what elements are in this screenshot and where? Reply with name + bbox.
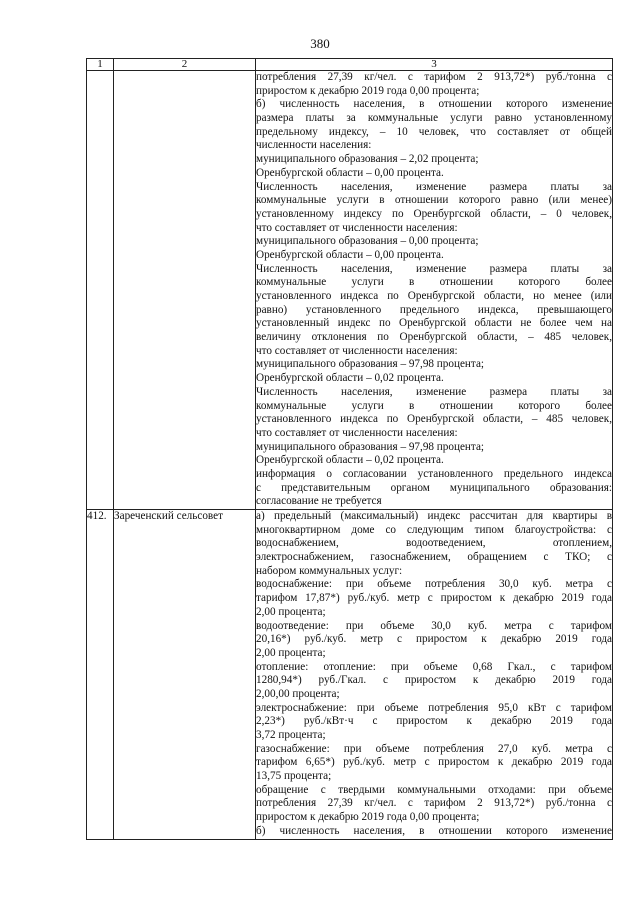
document-table xyxy=(86,58,613,840)
text-line: тарифом 6,65*) руб./куб. метр с приростом к декабрю 2019 года xyxy=(256,756,612,769)
municipality-name-cell: Зареченский сельсовет xyxy=(114,510,256,840)
text-line: водоснабжением, водоотведением, отоплением, xyxy=(256,537,612,550)
text-line: численности населения: xyxy=(256,139,372,152)
text-line: потребления 27,39 кг/чел. с тарифом 2 913,72*) руб./тонна с xyxy=(256,71,612,83)
text-line: размера платы за коммунальные услуги равно установленному xyxy=(256,112,612,125)
row-number-cell: 412. xyxy=(87,510,114,840)
header-col-1: 1 xyxy=(87,59,114,71)
text-line: 2,00 процента; xyxy=(256,646,326,659)
text-line: муниципального образования – 0,00 процента; xyxy=(256,235,479,248)
text-line: а) предельный (максимальный) индекс рассчитан для квартиры в xyxy=(256,510,612,522)
text-line: б) численность населения, в отношении которого изменение xyxy=(256,824,612,837)
text-line: 2,23*) руб./кВт·ч с приростом к декабрю 2019 года xyxy=(256,715,612,728)
text-line: Оренбургской области – 0,02 процента. xyxy=(256,454,444,467)
text-line: установленному индексу по Оренбургской области, – 0 человек, xyxy=(256,207,612,220)
text-line: установленный индекс по Оренбургской области не более чем на xyxy=(256,317,612,330)
text-line: приростом к декабрю 2019 года 0,00 процента; xyxy=(256,811,480,824)
content-cell xyxy=(256,71,613,510)
text-line: предельному индексу, – 10 человек, что составляет от общей xyxy=(256,125,612,138)
text-line: что составляет от численности населения: xyxy=(256,426,458,439)
page-number: 380 xyxy=(310,36,330,51)
text-line: 20,16*) руб./куб. метр с приростом к декабрю 2019 года xyxy=(256,633,612,646)
text-line: муниципального образования – 2,02 процента; xyxy=(256,153,479,166)
text-line: электроснабжение: при объеме потребления 95,0 кВт с тарифом xyxy=(256,701,612,714)
text-line: Численность населения, изменение размера платы за xyxy=(256,180,612,193)
text-line: что составляет от численности населения: xyxy=(256,221,458,234)
text-line: водоснабжение: при объеме потребления 30,0 куб. метра с xyxy=(256,578,612,591)
text-line: многоквартирном доме со следующим типом благоустройства: с xyxy=(256,523,612,536)
header-col-3: 3 xyxy=(256,59,613,71)
text-line: Оренбургской области – 0,00 процента. xyxy=(256,166,444,179)
header-col-2: 2 xyxy=(114,59,256,71)
table-row xyxy=(87,71,613,510)
text-line: установленного индекса по Оренбургской области, но менее (или xyxy=(256,290,612,302)
text-line: коммунальные услуги в отношении которого равно (или менее) xyxy=(256,194,612,207)
text-line: муниципального образования – 97,98 процента; xyxy=(256,440,485,453)
text-line: что составляет от численности населения: xyxy=(256,344,458,357)
text-line: 13,75 процента; xyxy=(256,770,332,783)
text-line: равно) установленного предельного индекса, превышающего xyxy=(256,303,612,316)
text-line: величину отклонения по Оренбургской области, – 485 человек, xyxy=(256,331,612,344)
text-line: набором коммунальных услуг: xyxy=(256,564,403,577)
row-number-cell xyxy=(87,71,114,510)
text-line: установленного индекса по Оренбургской области, – 485 человек, xyxy=(256,413,612,426)
text-line: б) численность населения, в отношении которого изменение xyxy=(256,98,612,111)
text-line: электроснабжением, газоснабжением, обращением с ТКО; с xyxy=(256,551,612,564)
text-line: потребления 27,39 кг/чел. с тарифом 2 913,72*) руб./тонна с xyxy=(256,797,612,810)
text-line: коммунальные услуги в отношении которого более xyxy=(256,276,612,289)
text-line: Оренбургской области – 0,00 процента. xyxy=(256,248,444,261)
text-line: Оренбургской области – 0,02 процента. xyxy=(256,372,444,385)
table-header-row xyxy=(87,59,613,71)
text-line: муниципального образования – 97,98 процента; xyxy=(256,358,485,371)
text-line: тарифом 17,87*) руб./куб. метр с приростом к декабрю 2019 года xyxy=(256,592,612,605)
text-line: приростом к декабрю 2019 года 0,00 процента; xyxy=(256,84,480,97)
text-line: 2,00 процента; xyxy=(256,605,326,618)
text-line: 1280,94*) руб./Гкал. с приростом к декабрю 2019 года xyxy=(256,674,612,687)
text-line: информация о согласовании установленного предельного индекса xyxy=(256,467,612,480)
text-line: обращение с твердыми коммунальными отходами: при объеме xyxy=(256,783,612,796)
municipality-name-cell xyxy=(114,71,256,510)
text-line: коммунальные услуги в отношении которого более xyxy=(256,399,612,412)
text-line: Численность населения, изменение размера платы за xyxy=(256,385,612,398)
text-line: водоотведение: при объеме 30,0 куб. метра с тарифом xyxy=(256,619,612,632)
table-row xyxy=(87,510,613,840)
text-line: газоснабжение: при объеме потребления 27,0 куб. метра с xyxy=(256,742,612,755)
text-line: 3,72 процента; xyxy=(256,729,326,741)
text-line: Численность населения, изменение размера платы за xyxy=(256,262,612,275)
text-line: отопление: отопление: при объеме 0,68 Гкал., с тарифом xyxy=(256,660,612,673)
text-line: согласование не требуется xyxy=(256,495,382,508)
text-line: с представительным органом муниципального образования: xyxy=(256,481,612,494)
text-line: 2,00,00 процента; xyxy=(256,687,340,700)
content-cell xyxy=(256,510,613,840)
